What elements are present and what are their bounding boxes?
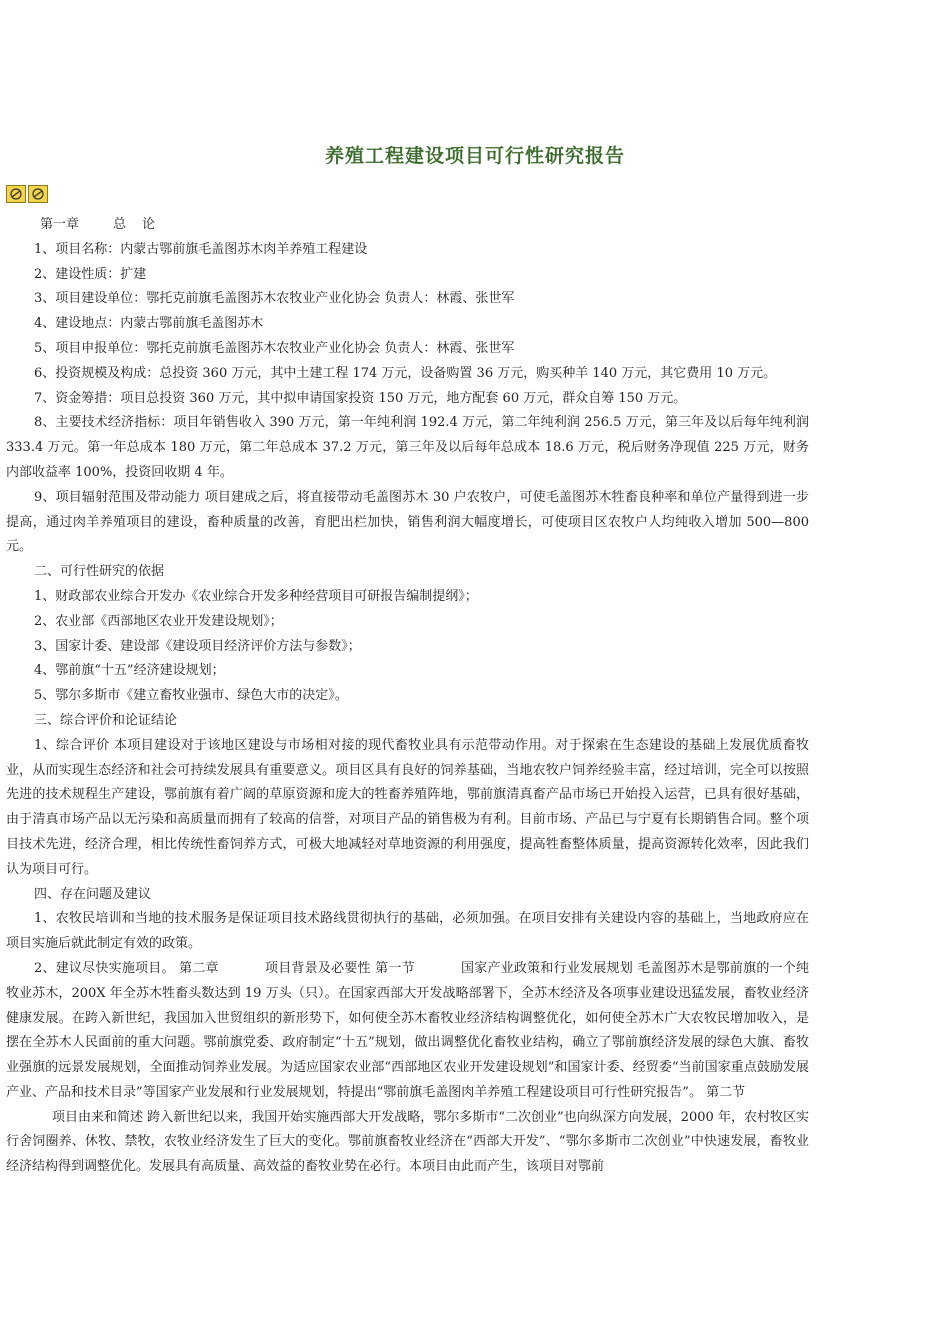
suggestion-paragraph: 1、农牧民培训和当地的技术服务是保证项目技术路线贯彻执行的基础，必须加强。在项目安排有关建设内容的基础上，当地政府应在项目实施后就此制定有效的政策。 bbox=[6, 911, 809, 952]
origin-paragraph: 项目由来和简述 跨入新世纪以来，我国开始实施西部大开发战略，鄂尔多斯市“二次创业”也向纵深方向发展，2000 年，农村牧区实行舍饲圈养、休牧、禁牧，农牧业经济发生了巨大的变化。鄂前旗畜牧业经济在“西部大开发”、“鄂尔多斯市二次创业”中快速发展，畜牧业经济结构得到调整优化。发展具有高质量、高效益的畜牧业势在必行。本项目由此而产生，该项目对鄂前 bbox=[6, 1109, 809, 1175]
item-declare-unit: 5、项目申报单位：鄂托克前旗毛盖图苏木农牧业产业化协会 负责人：林霞、张世军 bbox=[34, 340, 515, 356]
basis-item: 5、鄂尔多斯市《建立畜牧业强市、绿色大市的决定》。 bbox=[34, 688, 348, 704]
section-heading: 三、综合评价和论证结论 bbox=[34, 712, 178, 728]
basis-item: 3、国家计委、建设部《建设项目经济评价方法与参数》； bbox=[34, 638, 361, 654]
page-title: 养殖工程建设项目可行性研究报告 bbox=[324, 145, 625, 167]
nav-icon-row bbox=[6, 185, 48, 203]
item-project-name: 1、项目名称：内蒙古鄂前旗毛盖图苏木肉羊养殖工程建设 bbox=[34, 241, 368, 257]
section-heading: 四、存在问题及建议 bbox=[34, 886, 152, 902]
chapter-title-char: 论 bbox=[142, 217, 156, 232]
text-run: 项目背景及必要性 第一节 bbox=[264, 960, 415, 976]
text-run: 2、建议尽快实施项目。 第二章 bbox=[34, 960, 219, 976]
text-run: 国家产业政策和行业发展规划 毛盖图苏木是鄂前旗的一个纯牧业苏木，200X 年全苏木牲畜头数达到 19 万头（只）。在国家西部大开发战略部署下，全苏木经济及各项事业建设迅猛发展，畜牧业经济健康发展。在跨入新世纪，我国加入世贸组织的新形势下，如何使全苏木畜牧业经济结构调整优化，如何使全苏木广大农牧民增加收入，是摆在全苏木人民面前的重大问题。鄂前旗党委、政府制定“十五”规划，做出调整优化畜牧业结构，确立了鄂前旗经济发展的绿色大旗、畜牧业强旗的远景发展规划，全面推动饲养业发展。为适应国家农业部“西部地区农业开发建设规划”和国家计委、经贸委“当前国家重点鼓励发展产业、产品和技术目录”等国家产业发展和行业发展规划，特提出“鄂前旗毛盖图肉羊养殖工程建设项目可行性研究报告”。 第二节 bbox=[6, 960, 809, 1100]
item-indicators: 8、主要技术经济指标：项目年销售收入 390 万元，第一年纯利润 192.4 万元，第二年纯利润 256.5 万元，第三年及以后每年纯利润 333.4 万元。第一年总成本 180 万元，第二年总成本 37.2 万元，第三年及以后每年总成本 18.6 万元，税后财务净现值 225 万元，财务内部收益率 100%，投资回收期 4 年。 bbox=[6, 415, 809, 480]
chapter-number: 第一章 bbox=[40, 217, 80, 232]
chapter-title-char: 总 bbox=[113, 217, 127, 232]
basis-item: 4、鄂前旗“十五”经济建设规划； bbox=[34, 663, 225, 679]
item-build-unit: 3、项目建设单位：鄂托克前旗毛盖图苏木农牧业产业化协会 负责人：林霞、张世军 bbox=[34, 291, 515, 307]
background-paragraph bbox=[6, 957, 809, 1106]
section-heading: 二、可行性研究的依据 bbox=[34, 564, 165, 580]
prev-page-icon[interactable] bbox=[6, 185, 26, 203]
item-funding: 7、资金筹措：项目总投资 360 万元，其中拟申请国家投资 150 万元，地方配套 60 万元，群众自筹 150 万元。 bbox=[34, 390, 687, 406]
item-investment: 6、投资规模及构成：总投资 360 万元，其中土建工程 174 万元，设备购置 36 万元，购买种羊 140 万元，其它费用 10 万元。 bbox=[34, 365, 777, 381]
basis-item: 1、财政部农业综合开发办《农业综合开发多种经营项目可研报告编制提纲》； bbox=[34, 588, 478, 604]
next-page-icon[interactable] bbox=[28, 185, 48, 203]
item-impact: 9、项目辐射范围及带动能力 项目建成之后，将直接带动毛盖图苏木 30 户农牧户，可使毛盖图苏木牲畜良种率和单位产量得到进一步提高，通过肉羊养殖项目的建设，畜种质量的改善，育肥出栏加快，销售利润大幅度增长，可使项目区农牧户人均纯收入增加 500—800 元。 bbox=[6, 489, 809, 555]
evaluation-paragraph: 1、综合评价 本项目建设对于该地区建设与市场相对接的现代畜牧业具有示范带动作用。对于探索在生态建设的基础上发展优质畜牧业，从而实现生态经济和社会可持续发展具有重要意义。项目区具有良好的饲养基础，当地农牧户饲养经验丰富，经过培训，完全可以按照先进的技术规程生产建设，鄂前旗有着广阔的草原资源和庞大的牲畜养殖阵地，鄂前旗清真畜产品市场已开始投入运营，已具有很好基础，由于清真市场产品以无污染和高质量而拥有了较高的信誉，对项目产品的销售极为有利。目前市场、产品已与宁夏有长期销售合同。整个项目技术先进，经济合理，相比传统性畜饲养方式，可极大地减轻对草地资源的利用强度，提高牲畜整体质量，提高资源转化效率，因此我们认为项目可行。 bbox=[6, 737, 809, 877]
report-body bbox=[6, 213, 809, 1180]
item-build-nature: 2、建设性质：扩建 bbox=[34, 266, 147, 282]
chapter-heading bbox=[6, 213, 809, 238]
basis-item: 2、农业部《西部地区农业开发建设规划》； bbox=[34, 613, 283, 629]
item-build-location: 4、建设地点：内蒙古鄂前旗毛盖图苏木 bbox=[34, 316, 264, 332]
